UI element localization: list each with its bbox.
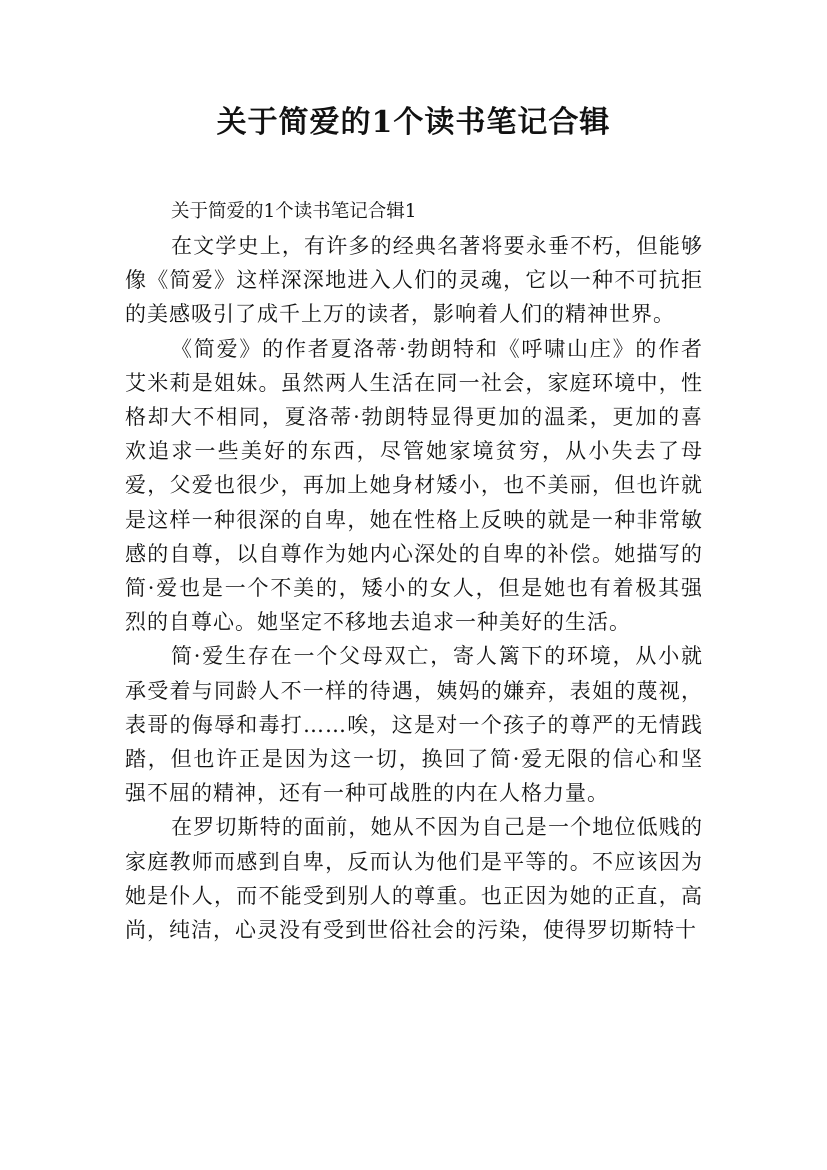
- section-heading: 关于简爱的1个读书笔记合辑1: [171, 201, 417, 222]
- paragraph-4: 在罗切斯特的面前，她从不因为自己是一个地位低贱的家庭教师而感到自卑，反而认为他们是平等的。不应该因为她是仆人，而不能受到别人的尊重。也正因为她的正直，高尚，纯洁，心灵没有受到世俗社会的污染，使得罗切斯特十: [125, 815, 703, 943]
- document-title: 关于简爱的1个读书笔记合辑: [216, 105, 611, 140]
- paragraph-3: 简·爱生存在一个父母双亡，寄人篱下的环境，从小就承受着与同龄人不一样的待遇，姨妈的嫌弃，表姐的蔑视，表哥的侮辱和毒打……唉，这是对一个孩子的尊严的无情践踏，但也许正是因为这一切，换回了简·爱无限的信心和坚强不屈的精神，还有一种可战胜的内在人格力量。: [125, 644, 703, 806]
- document-body: [125, 195, 703, 947]
- paragraph-1: 在文学史上，有许多的经典名著将要永垂不朽，但能够像《简爱》这样深深地进入人们的灵魂，它以一种不可抗拒的美感吸引了成千上万的读者，影响着人们的精神世界。: [125, 234, 703, 327]
- paragraph-2: 《简爱》的作者夏洛蒂·勃朗特和《呼啸山庄》的作者艾米莉是姐妹。虽然两人生活在同一社会，家庭环境中，性格却大不相同，夏洛蒂·勃朗特显得更加的温柔，更加的喜欢追求一些美好的东西，尽管她家境贫穷，从小失去了母爱，父爱也很少，再加上她身材矮小，也不美丽，但也许就是这样一种很深的自卑，她在性格上反映的就是一种非常敏感的自尊，以自尊作为她内心深处的自卑的补偿。她描写的简·爱也是一个不美的，矮小的女人，但是她也有着极其强烈的自尊心。她坚定不移地去追求一种美好的生活。: [125, 336, 703, 635]
